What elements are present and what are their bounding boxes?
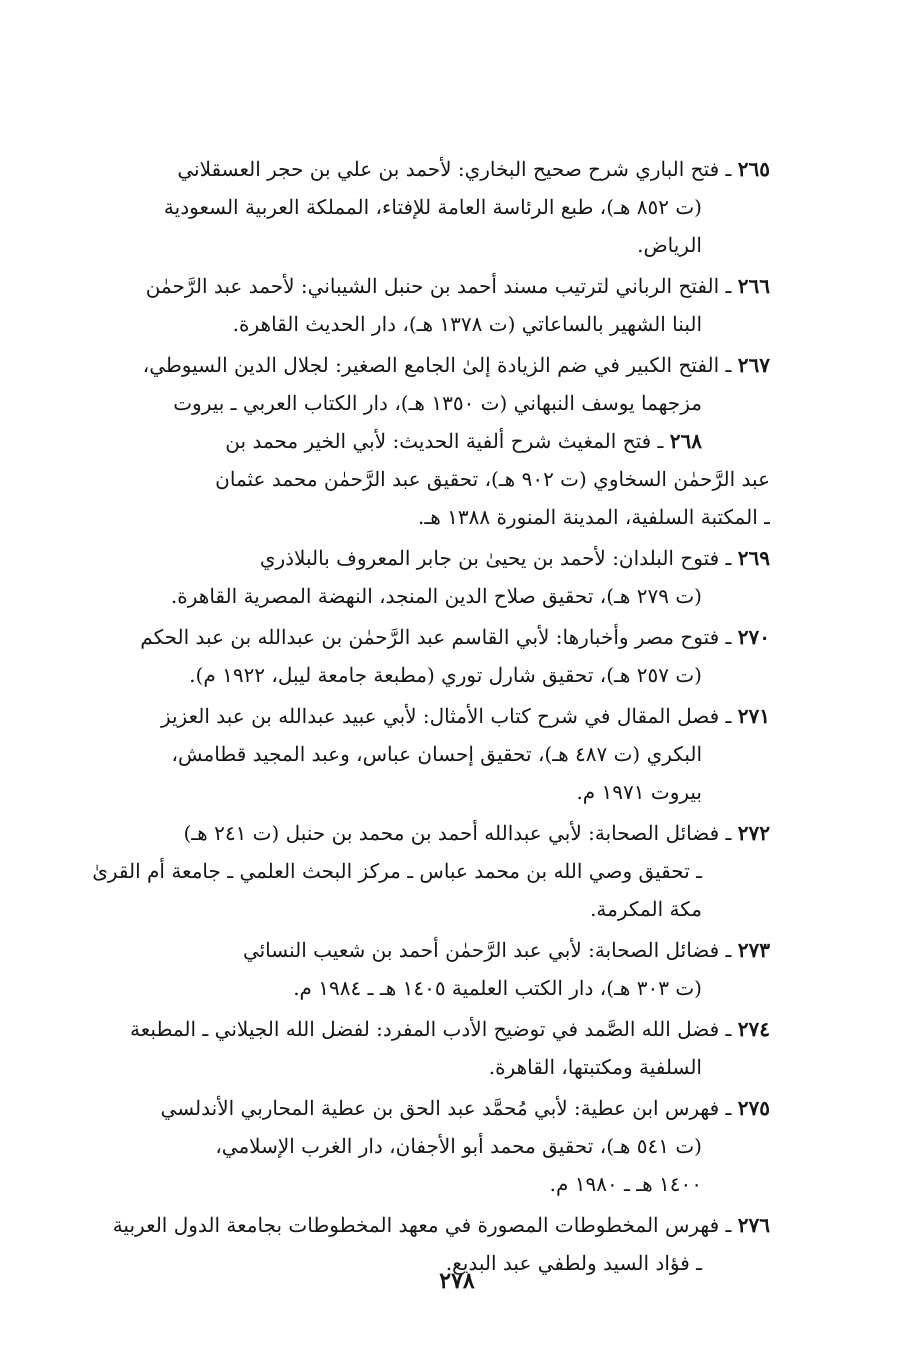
entry-text: ـ فتوح البلدان: لأحمد بن يحيىٰ بن جابر المعروف بالبلاذري <box>259 546 732 570</box>
entry-text: (ت ٢٥٧ هـ)، تحقيق شارل توري (مطبعة جامعة ليبل، ١٩٢٢ م). <box>189 663 702 687</box>
entry-text: ـ فهرس ابن عطية: لأبي مُحمَّد عبد الحق بن عطية المحاربي الأندلسي <box>160 1096 732 1120</box>
entry-text: (ت ٨٥٢ هـ)، طبع الرئاسة العامة للإفتاء، المملكة العربية السعودية <box>163 195 702 219</box>
entry-text: ـ فضائل الصحابة: لأبي عبدالله أحمد بن محمد بن حنبل (ت ٢٤١ هـ) <box>183 821 732 845</box>
bibliography-entry <box>80 346 770 422</box>
bibliography-entry <box>80 697 770 811</box>
entry-text: ـ الفتح الرباني لترتيب مسند أحمد بن حنبل الشيباني: لأحمد عبد الرَّحمٰن <box>145 274 732 298</box>
entry-text: الرياض. <box>637 233 702 257</box>
entry-text: ـ المكتبة السلفية، المدينة المنورة ١٣٨٨ هـ. <box>418 505 770 529</box>
entry-number: ٢٦٨ <box>669 429 702 453</box>
entry-text: ١٤٠٠ هـ ـ ١٩٨٠ م. <box>549 1172 702 1196</box>
entry-text: ـ فتوح مصر وأخبارها: لأبي القاسم عبد الرَّحمٰن بن عبدالله بن عبد الحكم <box>140 625 732 649</box>
bibliography-list <box>80 150 770 1285</box>
bibliography-entry <box>80 267 770 343</box>
entry-text: السلفية ومكتبتها، القاهرة. <box>488 1055 702 1079</box>
entry-number: ٢٧٦ <box>737 1213 770 1237</box>
bibliography-entry <box>80 618 770 694</box>
entry-text: البكري (ت ٤٨٧ هـ)، تحقيق إحسان عباس، وعبد المجيد قطامش، <box>171 742 702 766</box>
entry-text: البنا الشهير بالساعاتي (ت ١٣٧٨ هـ)، دار الحديث القاهرة. <box>232 312 702 336</box>
entry-number: ٢٧٤ <box>737 1017 770 1041</box>
entry-number: ٢٦٧ <box>737 353 770 377</box>
entry-number: ٢٦٩ <box>737 546 770 570</box>
entry-text: (ت ٥٤١ هـ)، تحقيق محمد أبو الأجفان، دار الغرب الإسلامي، <box>215 1134 702 1158</box>
entry-text: ـ فتح المغيث شرح ألفية الحديث: لأبي الخير محمد بن <box>225 429 664 453</box>
entry-number: ٢٧٠ <box>737 625 770 649</box>
bibliography-entry <box>80 814 770 928</box>
bibliography-entry <box>80 931 770 1007</box>
entry-number: ٢٧٣ <box>737 938 770 962</box>
entry-number: ٢٧١ <box>737 704 770 728</box>
bibliography-entry <box>80 1010 770 1086</box>
entry-text: عبد الرَّحمٰن السخاوي (ت ٩٠٢ هـ)، تحقيق عبد الرَّحمٰن محمد عثمان <box>215 467 770 491</box>
entry-text: ـ الفتح الكبير في ضم الزيادة إلىٰ الجامع الصغير: لجلال الدين السيوطي، <box>142 353 732 377</box>
entry-number: ٢٦٦ <box>737 274 770 298</box>
entry-text: بيروت ١٩٧١ م. <box>576 780 702 804</box>
entry-text: ـ فضائل الصحابة: لأبي عبد الرَّحمٰن أحمد بن شعيب النسائي <box>242 938 732 962</box>
entry-text: ـ فتح الباري شرح صحيح البخاري: لأحمد بن علي بن حجر العسقلاني <box>177 157 732 181</box>
entry-text: (ت ٢٧٩ هـ)، تحقيق صلاح الدين المنجد، النهضة المصرية القاهرة. <box>170 584 702 608</box>
bibliography-entry <box>80 1089 770 1203</box>
entry-text: مكة المكرمة. <box>590 897 702 921</box>
entry-text: مزجهما يوسف النبهاني (ت ١٣٥٠ هـ)، دار الكتاب العربي ـ بيروت <box>173 391 702 415</box>
entry-text: ـ فؤاد السيد ولطفي عبد البديع. <box>445 1251 702 1275</box>
entry-number: ٢٧٢ <box>737 821 770 845</box>
entry-text: ـ فضل الله الصَّمد في توضيح الأدب المفرد: لفضل الله الجيلاني ـ المطبعة <box>130 1017 732 1041</box>
page-number: ٢٧٨ <box>439 1268 475 1294</box>
entry-text: ـ فهرس المخطوطات المصورة في معهد المخطوطات بجامعة الدول العربية <box>112 1213 732 1237</box>
bibliography-entry <box>80 422 770 536</box>
entry-text: ـ فصل المقال في شرح كتاب الأمثال: لأبي عبيد عبدالله بن عبد العزيز <box>160 704 732 728</box>
bibliography-entry <box>80 539 770 615</box>
bibliography-entry <box>80 150 770 264</box>
entry-text: ـ تحقيق وصي الله بن محمد عباس ـ مركز البحث العلمي ـ جامعة أم القرىٰ <box>92 859 702 883</box>
entry-text: (ت ٣٠٣ هـ)، دار الكتب العلمية ١٤٠٥ هـ ـ ١٩٨٤ م. <box>293 976 702 1000</box>
entry-number: ٢٦٥ <box>737 157 770 181</box>
entry-number: ٢٧٥ <box>737 1096 770 1120</box>
